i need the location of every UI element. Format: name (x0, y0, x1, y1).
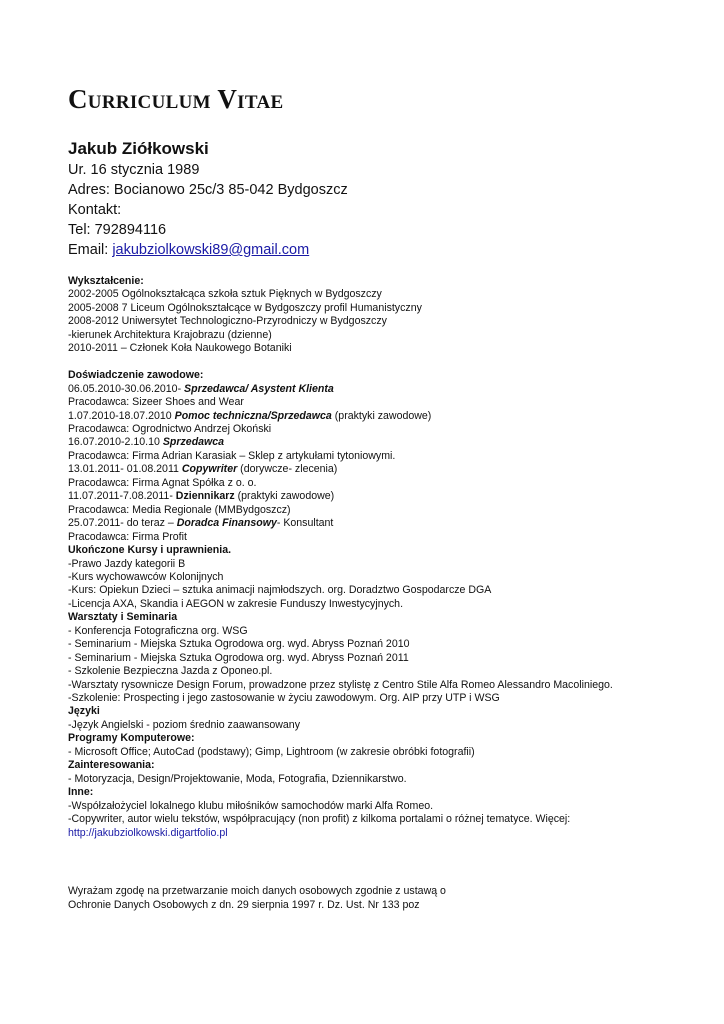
education-line: 2002-2005 Ogólnokształcąca szkoła sztuk Pięknych w Bydgoszczy (68, 288, 382, 301)
education-line: 2008-2012 Uniwersytet Technologiczno-Przyrodniczy w Bydgoszczy (68, 315, 387, 328)
experience-note: (praktyki zawodowe) (331, 409, 432, 422)
experience-entry (68, 410, 708, 423)
consent-line: Wyrażam zgodę na przetwarzanie moich danych osobowych zgodnie z ustawą o (68, 885, 446, 897)
courses-line: -Kurs: Opiekun Dzieci – sztuka animacji najmłodszych. org. Doradztwo Gospodarcze DGA (68, 584, 492, 597)
contact-label: Kontakt: (68, 202, 122, 218)
courses-line: -Kurs wychowawców Kolonijnych (68, 570, 224, 583)
experience-dates: 25.07.2011- do teraz – (68, 517, 177, 530)
education-heading: Wykształcenie: (68, 275, 144, 287)
address: Adres: Bocianowo 25c/3 85-042 Bydgoszcz (68, 182, 348, 198)
other-line: -Copywriter, autor wielu tekstów, współpracujący (non profit) z kilkoma portalami o różnej tematyce. Więcej: (68, 813, 571, 826)
interests-line: - Motoryzacja, Design/Projektowanie, Moda, Fotografia, Dziennikarstwo. (68, 772, 407, 785)
personal-info (68, 138, 348, 260)
workshops-heading: Warsztaty i Seminaria (68, 611, 178, 624)
experience-role: Doradca Finansowy (176, 517, 277, 530)
experience-note: (dorywcze- zlecenia) (237, 463, 338, 476)
experience-role: Sprzedawca (162, 436, 225, 449)
experience-role: Sprzedawca/ Asystent Klienta (184, 382, 334, 395)
person-name: Jakub Ziółkowski (68, 139, 209, 158)
experience-employer: Pracodawca: Ogrodnictwo Andrzej Okoński (68, 422, 272, 435)
experience-entry (68, 383, 708, 396)
workshops-line: -Warsztaty rysownicze Design Forum, prowadzone przez stylistę z Centro Stile Alfa Romeo Alessandro Macoliniego. (68, 678, 613, 691)
education-line: 2010-2011 – Członek Koła Naukowego Botaniki (68, 342, 292, 355)
experience-heading: Doświadczenie zawodowe: (68, 369, 204, 382)
other-heading: Inne: (68, 786, 94, 799)
workshops-line: - Konferencja Fotograficzna org. WSG (68, 624, 248, 637)
experience-employer: Pracodawca: Firma Agnat Spółka z o. o. (68, 476, 257, 489)
experience-role: Dziennikarz (175, 490, 235, 503)
experience-role: Copywriter (181, 463, 238, 476)
email-label: Email: (68, 242, 113, 258)
education-line: 2005-2008 7 Liceum Ogólnokształcące w Bydgoszczy profil Humanistyczny (68, 301, 422, 314)
experience-entry (68, 517, 708, 530)
cv-body (68, 275, 708, 840)
experience-dates: 13.01.2011- 01.08.2011 (68, 463, 182, 476)
education-line: -kierunek Architektura Krajobrazu (dzienne) (68, 328, 272, 341)
experience-role: Pomoc techniczna/Sprzedawca (174, 409, 332, 422)
consent-line: Ochronie Danych Osobowych z dn. 29 sierpnia 1997 r. Dz. Ust. Nr 133 poz (68, 899, 420, 911)
courses-line: -Prawo Jazdy kategorii B (68, 557, 186, 570)
experience-entry (68, 490, 708, 503)
experience-employer: Pracodawca: Sizeer Shoes and Wear (68, 396, 244, 409)
email-link[interactable]: jakubziolkowski89@gmail.com (112, 242, 310, 258)
document-title: Curriculum Vitae (68, 84, 284, 114)
interests-heading: Zainteresowania: (68, 759, 155, 772)
experience-dates: 06.05.2010-30.06.2010- (68, 382, 185, 395)
workshops-line: - Seminarium - Miejska Sztuka Ogrodowa org. wyd. Abryss Poznań 2011 (68, 651, 409, 664)
languages-heading: Języki (68, 705, 100, 718)
courses-heading: Ukończone Kursy i uprawnienia. (68, 544, 232, 557)
experience-employer: Pracodawca: Firma Adrian Karasiak – Sklep z artykułami tytoniowymi. (68, 449, 396, 462)
experience-dates: 16.07.2010-2.10.10 (68, 436, 163, 449)
languages-line: -Język Angielski - poziom średnio zaawansowany (68, 718, 300, 731)
experience-dates: 11.07.2011-7.08.2011- (68, 490, 176, 503)
consent-clause (68, 884, 446, 912)
email-row (68, 240, 348, 260)
experience-entry (68, 436, 708, 449)
software-line: - Microsoft Office; AutoCad (podstawy); Gimp, Lightroom (w zakresie obróbki fotografii) (68, 745, 475, 758)
experience-note: (praktyki zawodowe) (234, 490, 335, 503)
workshops-line: -Szkolenie: Prospecting i jego zastosowanie w życiu zawodowym. Org. AIP przy UTP i WSG (68, 692, 500, 705)
experience-employer: Pracodawca: Firma Profit (68, 530, 187, 543)
workshops-line: - Seminarium - Miejska Sztuka Ogrodowa org. wyd. Abryss Poznań 2010 (68, 638, 410, 651)
spacer (68, 356, 708, 369)
portfolio-link-row (68, 827, 708, 840)
experience-dates: 1.07.2010-18.07.2010 (68, 409, 175, 422)
workshops-line: - Szkolenie Bezpieczna Jazda z Oponeo.pl. (68, 665, 273, 678)
experience-employer: Pracodawca: Media Regionale (MMBydgoszcz) (68, 503, 291, 516)
other-line: -Współzałożyciel lokalnego klubu miłośników samochodów marki Alfa Romeo. (68, 799, 434, 812)
phone: Tel: 792894116 (68, 222, 167, 238)
experience-note: - Konsultant (276, 517, 334, 530)
software-heading: Programy Komputerowe: (68, 732, 195, 745)
courses-line: -Licencja AXA, Skandia i AEGON w zakresie Funduszy Inwestycyjnych. (68, 597, 404, 610)
portfolio-link[interactable]: http://jakubziolkowski.digartfolio.pl (68, 826, 228, 839)
experience-entry (68, 463, 708, 476)
birth-date: Ur. 16 stycznia 1989 (68, 162, 200, 178)
